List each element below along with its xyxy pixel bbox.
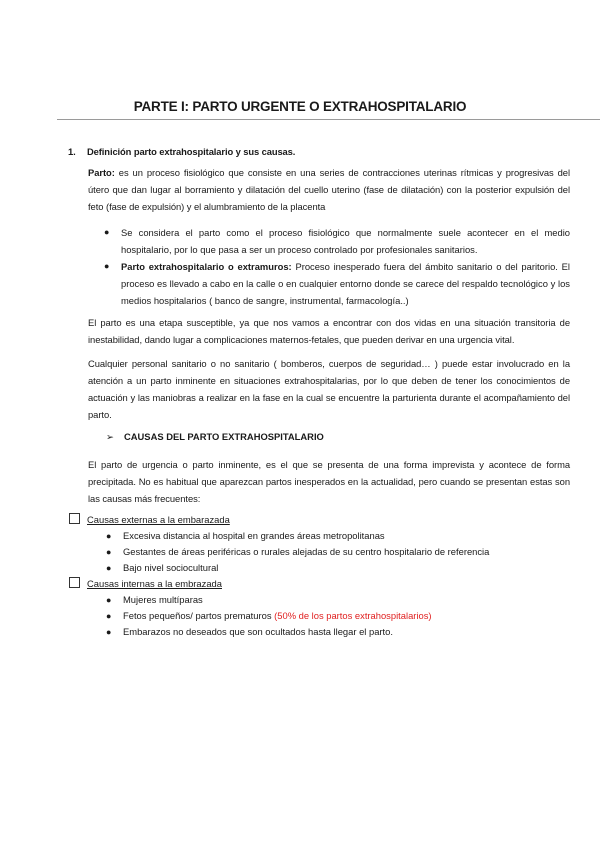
list-item: [104, 258, 570, 309]
list-item-label: Parto extrahospitalario o extramuros:: [121, 261, 292, 272]
checkbox-label: Causas externas a la embarazada: [87, 514, 230, 525]
parto-text: es un proceso fisiológico que consiste en una series de contracciones uterinas rítmicas y progresivas del útero que dan lugar al borramiento y dilatación del cuello uterino (fase de dilatación) con la posterior expulsión del feto (fase de expulsión) y el alumbramiento de la placenta: [88, 167, 570, 212]
parto-label: Parto:: [88, 167, 115, 178]
list-item: ● Excesiva distancia al hospital en grandes áreas metropolitanas: [106, 530, 385, 541]
list-item: ● Embarazos no deseados que son ocultados hasta llegar el parto.: [106, 626, 393, 637]
list-item-text: Se considera el parto como el proceso fisiológico que normalmente suele acontecer en el medio hospitalario, por lo que pasa a ser un proceso controlado por profesionales sanitarios.: [121, 227, 570, 255]
bullet-icon: ●: [104, 227, 110, 237]
list-item: ● Bajo nivel sociocultural: [106, 562, 219, 573]
title-rule: [57, 119, 600, 120]
checkbox-icon[interactable]: [69, 577, 80, 588]
page-title: PARTE I: PARTO URGENTE O EXTRAHOSPITALARIO: [133, 99, 467, 114]
list-item: [104, 224, 570, 258]
paragraph-urgencia: El parto de urgencia o parto inminente, es el que se presenta de una forma imprevista y acontece de forma precipitada. No es habitual que aparezcan partos inesperados en la actualidad, pero cuando se presentan estas son las causas más frecuentes:: [88, 459, 570, 504]
list-item: ● Mujeres multíparas: [106, 594, 203, 605]
causas-heading-text: CAUSAS DEL PARTO EXTRAHOSPITALARIO: [124, 431, 324, 442]
parto-definition: [88, 164, 570, 215]
checkbox-label: Causas internas a la embrazada: [87, 578, 222, 589]
highlight-text: (50% de los partos extrahospitalarios): [274, 610, 432, 621]
paragraph-etapa: El parto es una etapa susceptible, ya que nos vamos a encontrar con dos vidas en una situación transitoria de inestabilidad, dando lugar a complicaciones maternos-fetales, que pueden derivar en una urgencia vital.: [88, 317, 570, 345]
list-item: ● Fetos pequeños/ partos prematuros (50% de los partos extrahospitalarios): [106, 610, 432, 621]
bullet-icon: ●: [104, 261, 110, 271]
section-heading: [68, 146, 295, 157]
arrow-icon: ➢: [106, 431, 114, 442]
bullet-icon: ●: [106, 531, 112, 541]
bullet-icon: ●: [106, 611, 112, 621]
checkbox-externas[interactable]: [69, 513, 230, 525]
section-number: 1.: [68, 146, 76, 157]
bullet-icon: ●: [106, 627, 112, 637]
list-item: ● Gestantes de áreas periféricas o rurales alejadas de su centro hospitalario de referencia: [106, 546, 490, 557]
section-title: Definición parto extrahospitalario y sus causas.: [87, 146, 296, 157]
list-item-text: Parto extrahospitalario o extramuros: Proceso inesperado fuera del ámbito sanitario o del paritorio. El proceso es llevado a cabo en la calle o en cualquier entorno donde se carece del respaldo tecnológico y los medios hospitalarios ( banco de sangre, instrumental, farmacología..): [121, 261, 570, 306]
bullet-icon: ●: [106, 563, 112, 573]
paragraph-personal: Cualquier personal sanitario o no sanitario ( bomberos, cuerpos de seguridad… ) puede estar involucrado en la atención a un parto inminente en situaciones extrahospitalarias, por lo que deben de tener los conocimientos de actuación y las maniobras a realizar en la fase en la cual se encuentre la parturienta durante el acompañamiento del parto.: [88, 358, 570, 420]
bullet-icon: ●: [106, 547, 112, 557]
causas-heading: [106, 431, 324, 443]
checkbox-internas[interactable]: [69, 577, 222, 589]
checkbox-icon[interactable]: [69, 513, 80, 524]
bullet-icon: ●: [106, 595, 112, 605]
